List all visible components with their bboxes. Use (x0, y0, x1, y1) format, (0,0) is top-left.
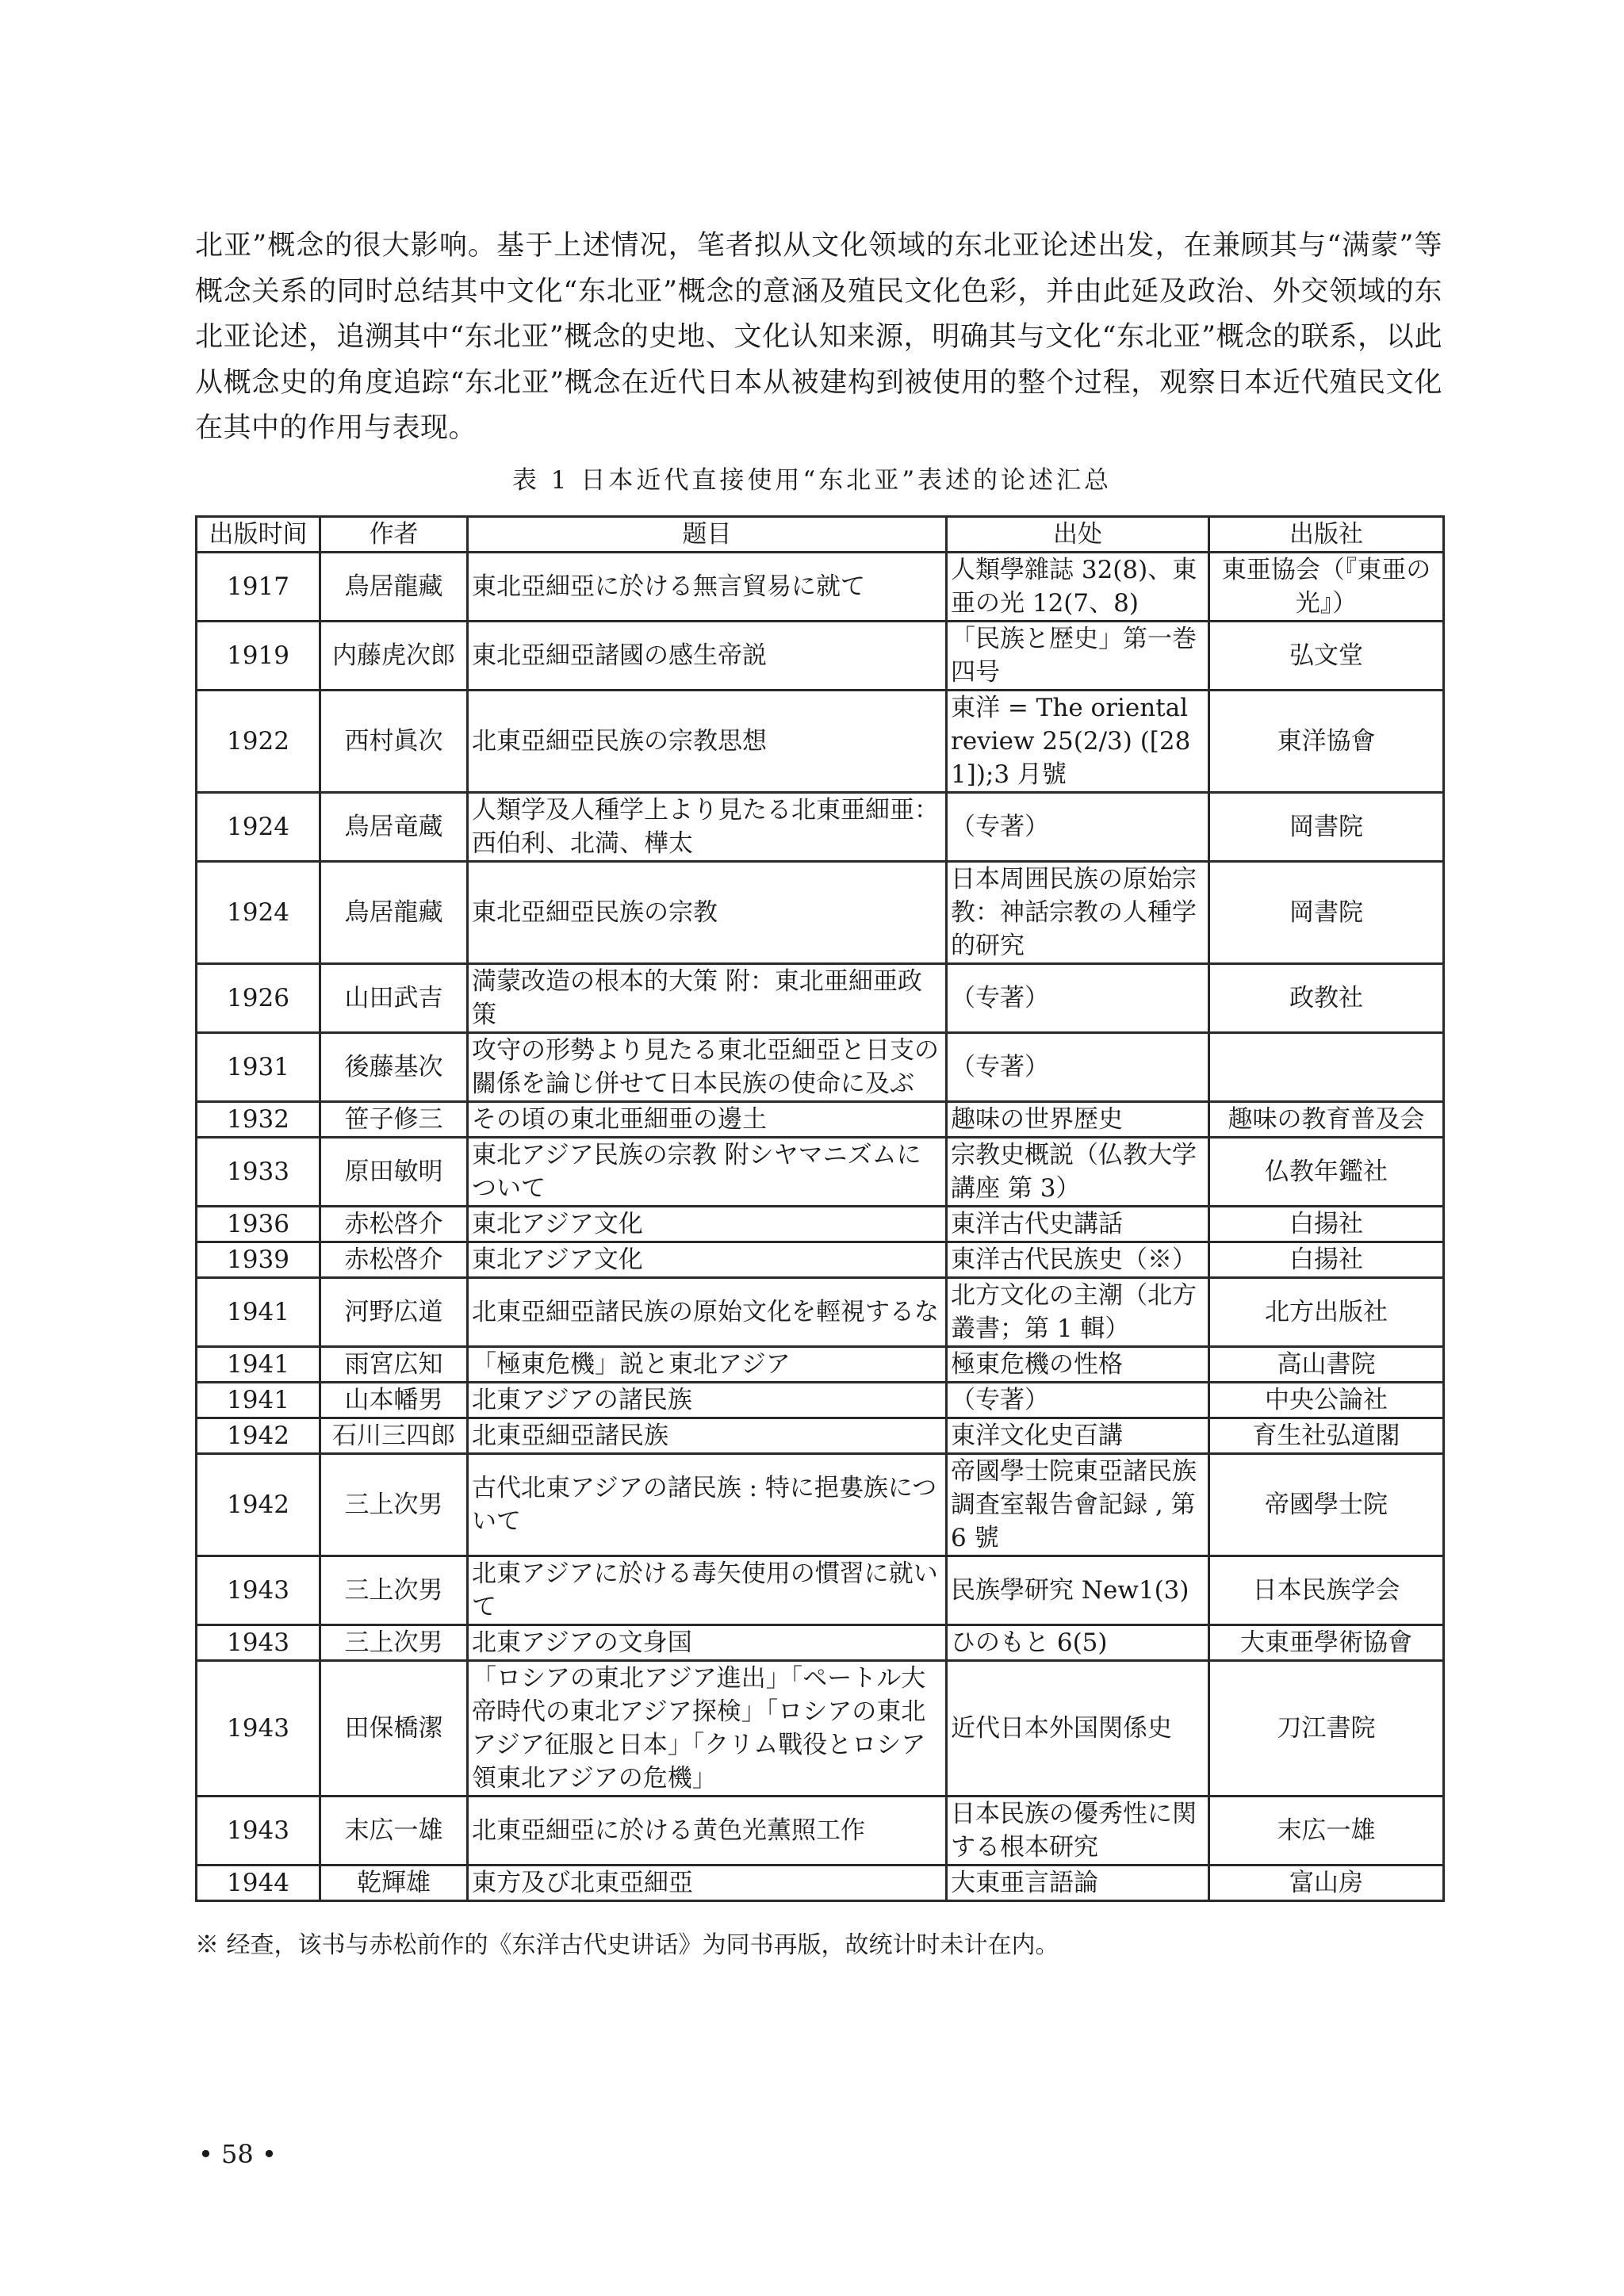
table-row (197, 622, 1444, 691)
cell-title: 東北アジア文化 (468, 1207, 947, 1242)
cell-source: 宗教史概説（仏教大学講座 第 3） (947, 1138, 1209, 1207)
cell-source: 東洋古代史講話 (947, 1207, 1209, 1242)
page-number: • 58 • (198, 2139, 277, 2169)
table-row (197, 553, 1444, 622)
header-year: 出版时间 (197, 517, 320, 553)
table-header-row (197, 517, 1444, 553)
cell-publisher: 日本民族学会 (1209, 1556, 1444, 1625)
cell-author: 鳥居龍藏 (320, 862, 468, 964)
cell-author: 笹子修三 (320, 1102, 468, 1138)
cell-publisher (1209, 1033, 1444, 1102)
publications-table (195, 515, 1445, 1902)
table-row (197, 1033, 1444, 1102)
cell-publisher: 弘文堂 (1209, 622, 1444, 691)
cell-year: 1942 (197, 1454, 320, 1556)
cell-title: 北東アジアの文身国 (468, 1625, 947, 1661)
table-row (197, 1454, 1444, 1556)
cell-year: 1931 (197, 1033, 320, 1102)
cell-source: 人類學雜誌 32(8)、東亜の光 12(7、8) (947, 553, 1209, 622)
cell-source: 極東危機の性格 (947, 1347, 1209, 1383)
cell-source: 東洋文化史百講 (947, 1418, 1209, 1454)
cell-year: 1939 (197, 1242, 320, 1278)
cell-author: 原田敏明 (320, 1138, 468, 1207)
cell-publisher: 刀江書院 (1209, 1661, 1444, 1797)
cell-source: 東洋古代民族史（※） (947, 1242, 1209, 1278)
cell-publisher: 帝國學士院 (1209, 1454, 1444, 1556)
table-row (197, 1278, 1444, 1347)
cell-year: 1941 (197, 1278, 320, 1347)
cell-author: 内藤虎次郎 (320, 622, 468, 691)
cell-title: 北東亞細亞民族の宗教思想 (468, 691, 947, 793)
table-row (197, 964, 1444, 1033)
cell-source: 民族學研究 New1(3) (947, 1556, 1209, 1625)
table-row (197, 1242, 1444, 1278)
cell-year: 1924 (197, 793, 320, 862)
table-row (197, 1556, 1444, 1625)
cell-title: その頃の東北亜細亜の邊土 (468, 1102, 947, 1138)
cell-title: 北東亞細亞に於ける黄色光薫照工作 (468, 1797, 947, 1866)
cell-year: 1944 (197, 1866, 320, 1901)
cell-year: 1942 (197, 1418, 320, 1454)
cell-year: 1926 (197, 964, 320, 1033)
cell-source: 趣味の世界歴史 (947, 1102, 1209, 1138)
cell-publisher: 白揚社 (1209, 1242, 1444, 1278)
table-row (197, 1207, 1444, 1242)
cell-title: 攻守の形勢より見たる東北亞細亞と日支の關係を論じ併せて日本民族の使命に及ぶ (468, 1033, 947, 1102)
cell-title: 古代北東アジアの諸民族 : 特に挹婁族について (468, 1454, 947, 1556)
table-row (197, 1625, 1444, 1661)
cell-title: 北東アジアの諸民族 (468, 1383, 947, 1418)
cell-publisher: 趣味の教育普及会 (1209, 1102, 1444, 1138)
cell-source: （专著） (947, 1383, 1209, 1418)
cell-title: 東北アジア文化 (468, 1242, 947, 1278)
cell-year: 1943 (197, 1625, 320, 1661)
header-publisher: 出版社 (1209, 517, 1444, 553)
cell-title: 人類学及人種学上より見たる北東亜細亜：西伯利、北満、樺太 (468, 793, 947, 862)
cell-publisher: 岡書院 (1209, 793, 1444, 862)
cell-publisher: 高山書院 (1209, 1347, 1444, 1383)
cell-title: 「ロシアの東北アジア進出」「ペートル大帝時代の東北アジア探検」「ロシアの東北アジア征服と日本」「クリム戰役とロシア領東北アジアの危機」 (468, 1661, 947, 1797)
header-title: 题目 (468, 517, 947, 553)
cell-author: 三上次男 (320, 1454, 468, 1556)
cell-author: 西村眞次 (320, 691, 468, 793)
cell-title: 「極東危機」説と東北アジア (468, 1347, 947, 1383)
cell-publisher: 岡書院 (1209, 862, 1444, 964)
cell-publisher: 中央公論社 (1209, 1383, 1444, 1418)
cell-source: （专著） (947, 793, 1209, 862)
table-footnote: ※ 经查，该书与赤松前作的《东洋古代史讲话》为同书再版，故统计时未计在内。 (195, 1931, 1059, 1959)
cell-source: 帝國學士院東亞諸民族調査室報告會記録 , 第 6 號 (947, 1454, 1209, 1556)
cell-author: 赤松啓介 (320, 1242, 468, 1278)
cell-year: 1919 (197, 622, 320, 691)
table-row (197, 691, 1444, 793)
cell-author: 山本幡男 (320, 1383, 468, 1418)
cell-author: 三上次男 (320, 1625, 468, 1661)
cell-source: （专著） (947, 1033, 1209, 1102)
cell-title: 東北亞細亞民族の宗教 (468, 862, 947, 964)
cell-author: 乾輝雄 (320, 1866, 468, 1901)
cell-year: 1932 (197, 1102, 320, 1138)
cell-title: 満蒙改造の根本的大策 附：東北亜細亜政策 (468, 964, 947, 1033)
cell-author: 鳥居龍藏 (320, 553, 468, 622)
cell-author: 雨宮広知 (320, 1347, 468, 1383)
cell-source: 東洋 = The oriental review 25(2/3) ([281]);3 月號 (947, 691, 1209, 793)
cell-author: 末広一雄 (320, 1797, 468, 1866)
cell-title: 東北亞細亞に於ける無言貿易に就て (468, 553, 947, 622)
cell-publisher: 東亜協会（『東亜の光』） (1209, 553, 1444, 622)
cell-year: 1924 (197, 862, 320, 964)
cell-publisher: 仏教年鑑社 (1209, 1138, 1444, 1207)
cell-year: 1936 (197, 1207, 320, 1242)
cell-source: 北方文化の主潮（北方叢書；第 1 輯） (947, 1278, 1209, 1347)
header-author: 作者 (320, 517, 468, 553)
cell-publisher: 大東亜學術協會 (1209, 1625, 1444, 1661)
cell-source: ひのもと 6(5) (947, 1625, 1209, 1661)
cell-year: 1943 (197, 1797, 320, 1866)
table-row (197, 793, 1444, 862)
cell-publisher: 東洋協會 (1209, 691, 1444, 793)
cell-title: 北東亞細亞諸民族の原始文化を輕視するな (468, 1278, 947, 1347)
cell-publisher: 白揚社 (1209, 1207, 1444, 1242)
table-row (197, 1102, 1444, 1138)
cell-year: 1917 (197, 553, 320, 622)
cell-author: 三上次男 (320, 1556, 468, 1625)
cell-author: 赤松啓介 (320, 1207, 468, 1242)
cell-source: 「民族と歴史」第一巻四号 (947, 622, 1209, 691)
cell-title: 東方及び北東亞細亞 (468, 1866, 947, 1901)
body-paragraph: 北亚”概念的很大影响。基于上述情况，笔者拟从文化领域的东北亚论述出发，在兼顾其与“满蒙”等概念关系的同时总结其中文化“东北亚”概念的意涵及殖民文化色彩，并由此延及政治、外交领域的东北亚论述，追溯其中“东北亚”概念的史地、文化认知来源，明确其与文化“东北亚”概念的联系，以此从概念史的角度追踪“东北亚”概念在近代日本从被建构到被使用的整个过程，观察日本近代殖民文化在其中的作用与表现。 (195, 230, 1442, 444)
cell-year: 1943 (197, 1661, 320, 1797)
table-row (197, 1138, 1444, 1207)
cell-author: 鳥居竜蔵 (320, 793, 468, 862)
cell-source: 日本民族の優秀性に関する根本研究 (947, 1797, 1209, 1866)
header-source: 出处 (947, 517, 1209, 553)
table-row (197, 1418, 1444, 1454)
cell-publisher: 政教社 (1209, 964, 1444, 1033)
table-caption: 表 1 日本近代直接使用“东北亚”表述的论述汇总 (511, 466, 1113, 495)
table-row (197, 1661, 1444, 1797)
cell-year: 1941 (197, 1383, 320, 1418)
table-row (197, 1347, 1444, 1383)
cell-author: 山田武吉 (320, 964, 468, 1033)
cell-author: 田保橋潔 (320, 1661, 468, 1797)
table-row (197, 1383, 1444, 1418)
cell-title: 東北亞細亞諸國の感生帝説 (468, 622, 947, 691)
cell-title: 東北アジア民族の宗教 附シヤマニズムについて (468, 1138, 947, 1207)
cell-title: 北東アジアに於ける毒矢使用の慣習に就いて (468, 1556, 947, 1625)
cell-title: 北東亞細亞諸民族 (468, 1418, 947, 1454)
cell-year: 1941 (197, 1347, 320, 1383)
cell-source: 近代日本外国関係史 (947, 1661, 1209, 1797)
cell-publisher: 末広一雄 (1209, 1797, 1444, 1866)
cell-publisher: 育生社弘道閣 (1209, 1418, 1444, 1454)
cell-author: 河野広道 (320, 1278, 468, 1347)
table-row (197, 1797, 1444, 1866)
cell-year: 1922 (197, 691, 320, 793)
cell-publisher: 富山房 (1209, 1866, 1444, 1901)
cell-source: （专著） (947, 964, 1209, 1033)
cell-source: 大東亜言語論 (947, 1866, 1209, 1901)
cell-year: 1933 (197, 1138, 320, 1207)
cell-source: 日本周囲民族の原始宗教：神話宗教の人種学的研究 (947, 862, 1209, 964)
cell-author: 石川三四郎 (320, 1418, 468, 1454)
table-row (197, 862, 1444, 964)
cell-author: 後藤基次 (320, 1033, 468, 1102)
cell-publisher: 北方出版社 (1209, 1278, 1444, 1347)
cell-year: 1943 (197, 1556, 320, 1625)
table-row (197, 1866, 1444, 1901)
